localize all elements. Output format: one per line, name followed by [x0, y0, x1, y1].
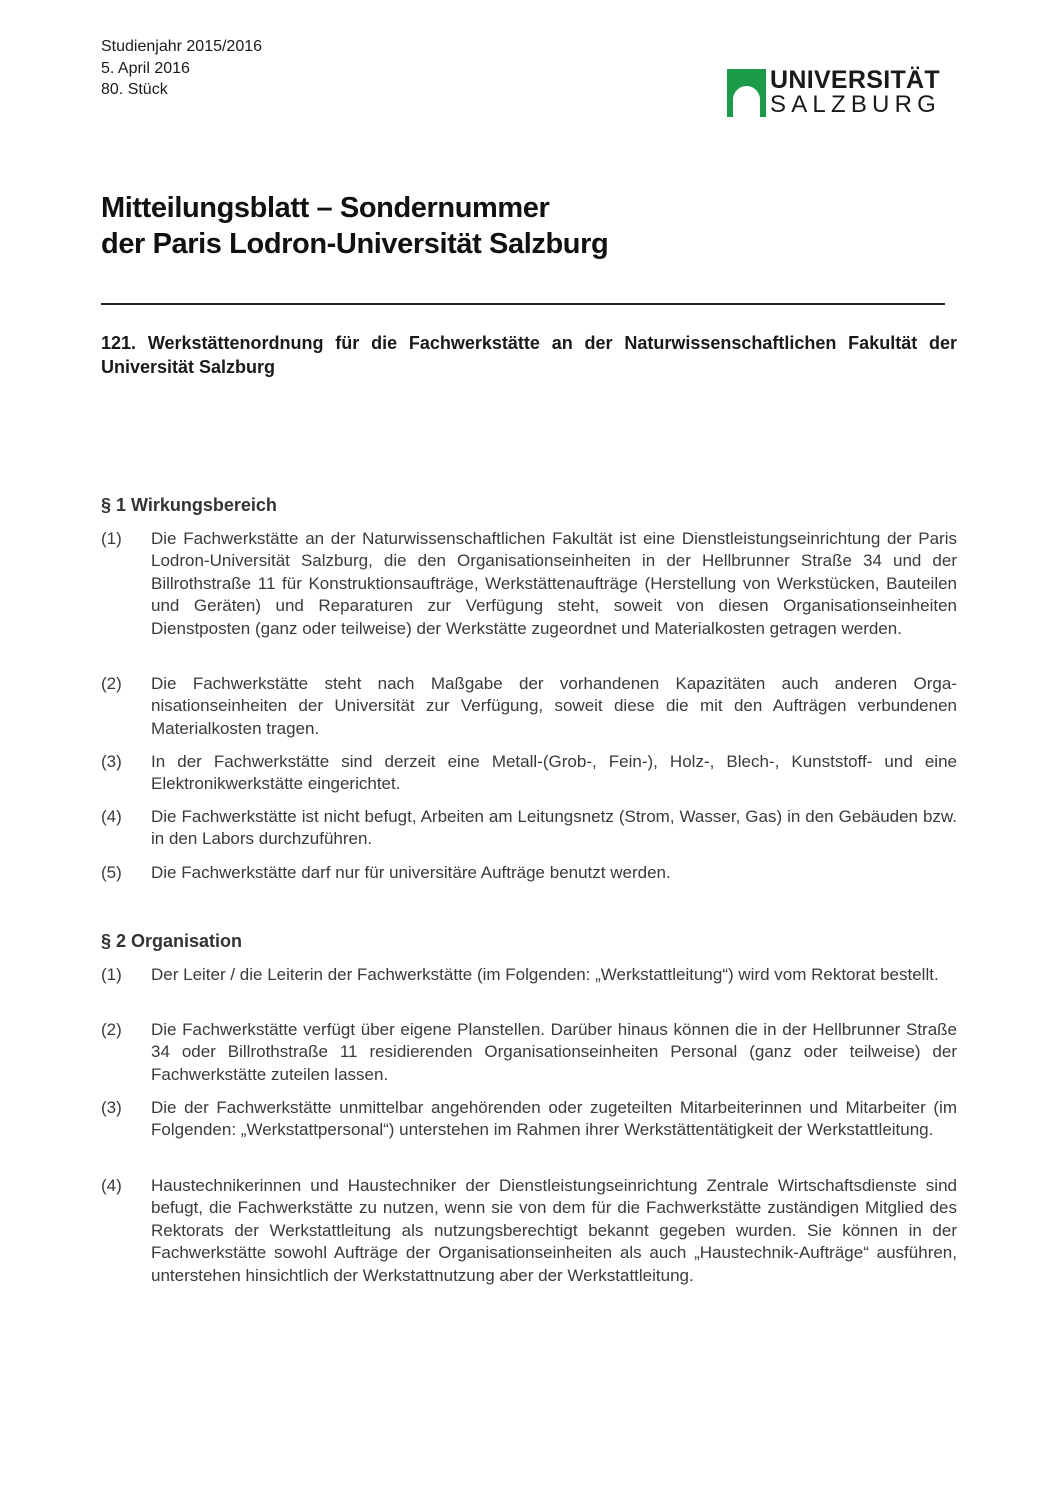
title-line-1: Mitteilungsblatt – Sondernummer: [101, 192, 550, 224]
document-subtitle: 121. Werkstättenordnung für die Fachwerkstätte an der Naturwissenschaftlichen Fakultät der Universität Salzburg: [101, 333, 957, 377]
arch-logo-icon: [727, 69, 766, 117]
logo-text-salzburg: SALZBURG: [770, 91, 941, 118]
paragraph-text: In der Fachwerkstätte sind derzeit eine Metall-(Grob-, Fein-), Holz-, Blech-, Kunststoff- und eine Elektronikwerkstätte eingerichtet.: [151, 752, 957, 794]
paragraph-text: Die Fachwerkstätte verfügt über eigene Planstellen. Darüber hinaus können die in der Hellbrunner Straße 34 oder Billrothstraße 11 residierenden Organisationseinheiten Personal (ganz oder teilweise) der Fachwerkstätte zuteilen lassen.: [151, 1020, 957, 1084]
paragraph-text: Der Leiter / die Leiterin der Fachwerkstätte (im Folgenden: „Werkstattleitung“) wird vom Rektorat bestellt.: [151, 965, 939, 984]
paragraph-number: (3): [101, 752, 122, 771]
paragraph-number: (4): [101, 807, 122, 826]
paragraph: [101, 862, 957, 884]
paragraph-number: (4): [101, 1176, 122, 1195]
paragraph: [101, 1097, 957, 1142]
paragraph-number: (5): [101, 863, 122, 882]
paragraph-text: Die Fachwerkstätte ist nicht befugt, Arbeiten am Leitungsnetz (Strom, Wasser, Gas) in den Gebäuden bzw. in den Labors durchzuführen.: [151, 807, 957, 849]
logo-text-universitaet: UNIVERSITÄT: [770, 66, 940, 94]
paragraph-text: Die Fachwerkstätte an der Naturwissenschaftlichen Fakultät ist eine Dienstleistungseinrichtung der Paris Lodron-Universität Salzburg, die den Organisationseinheiten in der Hellbrunner Straße 34 und der Billrothstraße 11 für Konstruktionsaufträge, Werkstättenaufträge (Herstellung von Werkstücken, Bauteilen und Geräten) und Reparaturen zur Verfügung steht, soweit von diesen Organisationseinheiten Dienstposten (ganz oder teilweise) der Werkstätte zugeordnet und Materialkosten getragen werden.: [151, 529, 957, 638]
title-line-2: der Paris Lodron-Universität Salzburg: [101, 228, 609, 260]
page-title: [101, 190, 608, 262]
paragraph-text: Die Fachwerkstätte darf nur für universitäre Aufträge benutzt werden.: [151, 863, 671, 882]
paragraph-number: (2): [101, 1020, 122, 1039]
paragraph: [101, 528, 957, 640]
paragraph: [101, 1175, 957, 1287]
paragraph-text: Die der Fachwerkstätte unmittelbar angehörenden oder zugeteilten Mitarbeiterinnen und Mitarbeiter (im Folgenden: „Werkstattpersonal“) unterstehen im Rahmen ihrer Werkstättentätigkeit der Werkstattleitung.: [151, 1098, 957, 1140]
paragraph-text: Haustechnikerinnen und Haustechniker der Dienstleistungseinrichtung Zentrale Wirtschaftsdienste sind befugt, die Fachwerkstätte zu nutzen, wenn sie von dem für die Fachwerkstätte zuständigen Mitglied des Rektorats der Werkstattleitung als nutzungsberechtigt bekannt gegeben wurden. Sie können in der Fachwerkstätte sowohl Aufträge der Organisationseinheiten als auch „Haustechnik-Aufträge“ ausführen, unterstehen hinsichtlich der Werkstattnutzung aber der Werkstattleitung.: [151, 1176, 957, 1285]
paragraph-number: (3): [101, 1098, 122, 1117]
issue-number: 80. Stück: [101, 81, 168, 98]
paragraph-text: Die Fachwerkstätte steht nach Maßgabe der vorhandenen Kapazitäten auch anderen Organisationseinheiten der Universität zur Verfügung, soweit diese die mit den Aufträgen verbundenen Materialkosten tragen.: [151, 674, 957, 738]
issue-date: 5. April 2016: [101, 59, 190, 77]
paragraph-number: (1): [101, 965, 122, 984]
paragraph-number: (1): [101, 529, 122, 548]
university-logo: [727, 66, 941, 119]
paragraph: [101, 964, 957, 986]
section-heading: § 2 Organisation: [101, 931, 243, 951]
section-heading: § 1 Wirkungsbereich: [101, 495, 277, 515]
title-divider: [101, 303, 945, 305]
paragraph: [101, 1019, 957, 1086]
paragraph: [101, 673, 957, 740]
paragraph: [101, 751, 957, 796]
issue-meta: [101, 36, 262, 101]
paragraph: [101, 806, 957, 851]
paragraph-number: (2): [101, 674, 122, 693]
academic-year: Studienjahr 2015/2016: [101, 38, 263, 55]
